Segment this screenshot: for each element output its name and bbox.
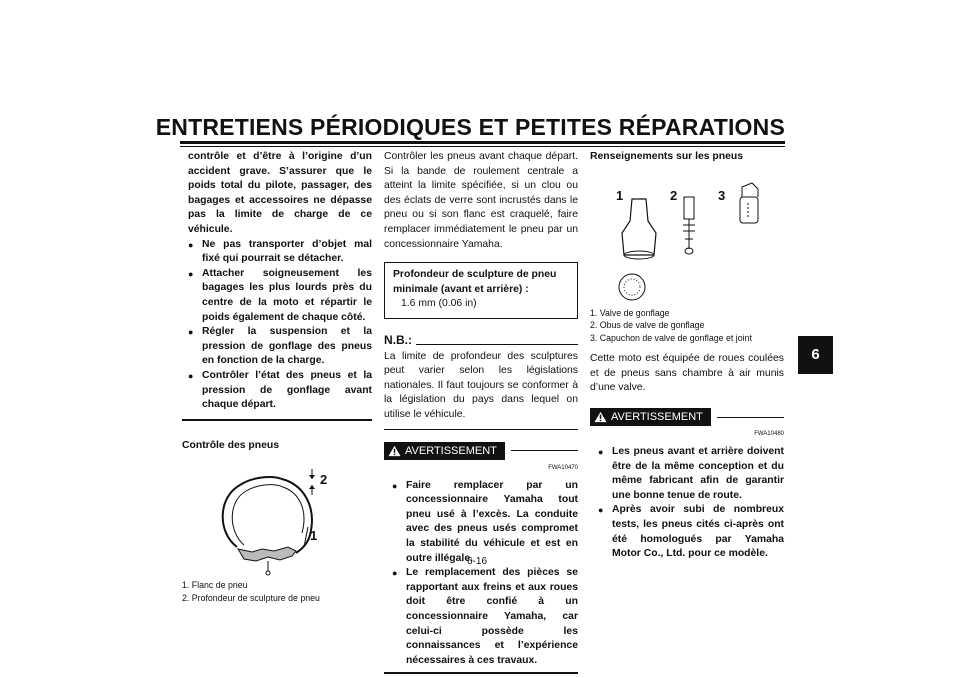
note-end-rule <box>384 429 578 430</box>
bullet-item: ● Régler la suspension et la pression de gonflage des pneus en fonction de la charge. <box>188 325 372 369</box>
note-label: N.B.: <box>384 332 412 347</box>
figure-label-2: 2 <box>320 472 328 488</box>
warning-code: FWA10480 <box>754 431 784 438</box>
caption-item: 1. Valve de gonflage <box>590 307 670 318</box>
warning-triangle-icon <box>594 411 607 423</box>
column-left <box>182 150 372 604</box>
bullet-item: ● Après avoir subi de nombreux tests, les pneus cités ci-après ont été homologués par Yamaha Motor Co., Ltd. pour ce modèle. <box>598 503 784 561</box>
section-title-tire-info: Renseignements sur les pneus <box>590 151 744 162</box>
note-rule <box>416 344 578 345</box>
caption-item: 2. Obus de valve de gonflage <box>590 320 705 331</box>
warning-header <box>590 408 784 427</box>
warning-badge <box>384 442 505 461</box>
figure-label-1: 1 <box>310 528 318 544</box>
warning-triangle-icon <box>388 445 401 457</box>
warning-end-rule <box>384 672 578 674</box>
page-number: 6-16 <box>467 556 488 567</box>
figure-captions <box>182 579 372 604</box>
warning-bullet-list <box>384 479 578 669</box>
bullet-item: ● Le remplacement des pièces se rapportant aux freins et aux roues doit être confié à un concessionnaire Yamaha, car celui-ci possède les connaissances et l’expérience nécessaires à ces travaux. <box>392 566 578 668</box>
warning-code: FWA10470 <box>548 465 578 472</box>
warning-header <box>384 442 578 461</box>
figure-label-2: 2 <box>670 187 678 203</box>
tire-cross-section-diagram <box>182 457 372 577</box>
bullet-item: ● Ne pas transporter d’objet mal fixé qui pourrait se détacher. <box>188 238 372 267</box>
bullet-item: ● Contrôler l’état des pneus et la pression de gonflage avant chaque départ. <box>188 369 372 413</box>
column-middle <box>384 150 578 674</box>
note-header <box>384 333 578 348</box>
warning-rule <box>717 417 784 418</box>
header-rule-thin <box>180 146 785 147</box>
tire-figure <box>182 457 372 577</box>
bullet-item: ● Les pneus avant et arrière doivent être de la même conception et du même fabricant afin de garantir une bonne tenue de route. <box>598 445 784 503</box>
spec-value: 1.6 mm (0.06 in) <box>401 298 477 310</box>
warning-label: AVERTISSEMENT <box>611 410 703 423</box>
warning-end-rule <box>182 419 372 421</box>
warning-bullet-list <box>590 445 784 562</box>
header-rule <box>180 141 785 144</box>
warning-badge <box>590 408 711 427</box>
warning-rule <box>511 450 578 451</box>
figure-captions <box>590 307 784 345</box>
spec-box <box>384 262 578 319</box>
note-text: La limite de profondeur des sculptures peut varier selon les législations nationales. Il faut toujours se conformer à la législation du pays dans lequel on utilise le véhicule. <box>384 350 578 420</box>
figure-label-1: 1 <box>616 187 624 203</box>
bullet-item: ● Attacher soigneusement les bagages les plus lourds près du centre de la moto et répartir le poids également de chaque côté. <box>188 267 372 325</box>
figure-label-3: 3 <box>718 187 726 203</box>
chapter-tab: 6 <box>798 336 833 374</box>
valve-figure <box>590 169 784 303</box>
spec-label: Profondeur de sculpture de pneu minimale (avant et arrière) : <box>393 269 557 295</box>
section-title-tire-check: Contrôle des pneus <box>182 439 279 451</box>
bullet-item: ● Faire remplacer par un concessionnaire Yamaha tout pneu usé à l’excès. La conduite avec des pneus usés compromet la stabilité du véhicule et est en outre illégale. <box>392 479 578 567</box>
warning-continued-text: contrôle et d’être à l’origine d’un accident grave. S’assurer que le poids total du pilote, passager, des bagages et accessoires ne dépasse pas la limite de charge de ce véhicule. <box>188 151 372 235</box>
header-title: ENTRETIENS PÉRIODIQUES ET PETITES RÉPARATIONS <box>155 114 785 140</box>
caption-item: 3. Capuchon de valve de gonflage et joint <box>590 332 752 343</box>
column-right <box>590 150 784 562</box>
intro-text: Contrôler les pneus avant chaque départ. Si la bande de roulement centrale a atteint la limite spécifiée, si un clou ou des éclats de verre sont incrustés dans le pneu ou si son flanc est craquelé, faire remplacer immédiatement le pneu par un concessionnaire Yamaha. <box>384 151 578 250</box>
caption-item: 1. Flanc de pneu <box>182 580 248 591</box>
caption-item: 2. Profondeur de sculpture de pneu <box>182 592 320 603</box>
warning-label: AVERTISSEMENT <box>405 444 497 457</box>
warning-bullet-list <box>182 238 372 413</box>
body-text: Cette moto est équipée de roues coulées et de pneus sans chambre à air munis d’une valve. <box>590 353 784 394</box>
